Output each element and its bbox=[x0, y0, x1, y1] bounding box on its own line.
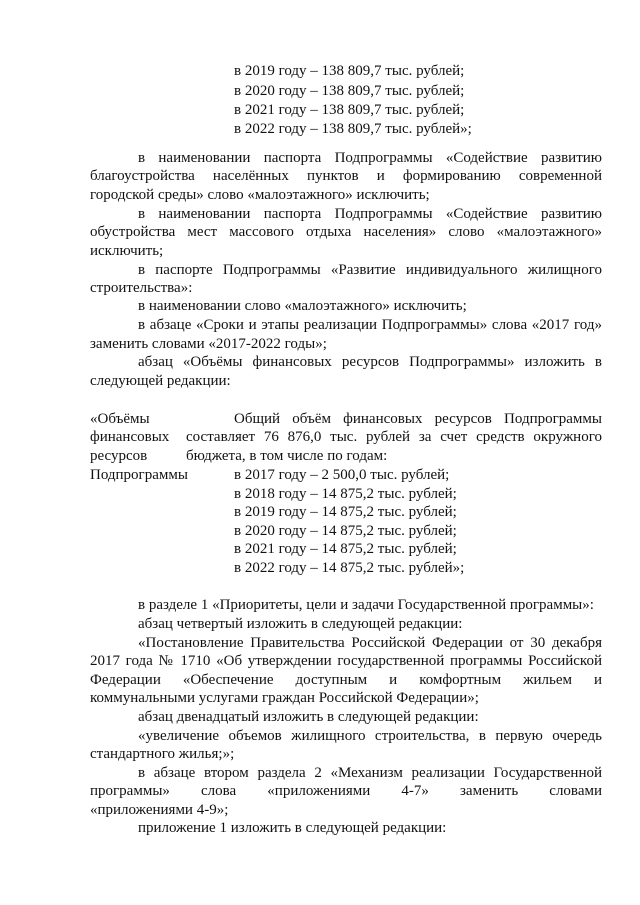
paragraph-line: абзац двенадцатый изложить в следующей редакции: bbox=[138, 709, 479, 725]
passport-label-line: финансовых bbox=[90, 429, 170, 445]
paragraph-line: программы» слова «приложениями 4-7» заменить словами bbox=[90, 783, 602, 799]
paragraph-line: исключить; bbox=[90, 243, 164, 259]
passport-year-line: в 2021 году – 14 875,2 тыс. рублей; bbox=[234, 541, 457, 557]
paragraph-line: «Постановление Правительства Российской Федерации от 30 декабря bbox=[138, 635, 602, 651]
passport-text-line: бюджета, в том числе по годам: bbox=[186, 448, 388, 464]
paragraph-line: «увеличение объемов жилищного строительства, в первую очередь bbox=[138, 728, 602, 744]
paragraph-line: благоустройства населённых пунктов и формированию современной bbox=[90, 168, 602, 184]
passport-year-line: в 2019 году – 14 875,2 тыс. рублей; bbox=[234, 504, 457, 520]
paragraph-line: в разделе 1 «Приоритеты, цели и задачи Государственной программы»: bbox=[138, 597, 594, 613]
paragraph-line: приложение 1 изложить в следующей редакции: bbox=[138, 820, 447, 836]
passport-year-line: в 2022 году – 14 875,2 тыс. рублей»; bbox=[234, 560, 465, 576]
paragraph-line: обустройства мест массового отдыха населения» слово «малоэтажного» bbox=[90, 224, 602, 240]
passport-label-line: «Объёмы bbox=[90, 411, 150, 427]
paragraph-line: строительства»: bbox=[90, 280, 193, 296]
paragraph-line: городской среды» слово «малоэтажного» исключить; bbox=[90, 187, 430, 203]
paragraph-line: заменить словами «2017-2022 годы»; bbox=[90, 336, 327, 352]
paragraph-line: коммунальными услугами граждан Российской Федерации»; bbox=[90, 690, 479, 706]
year-line: в 2019 году – 138 809,7 тыс. рублей; bbox=[234, 63, 465, 79]
paragraph-line: в наименовании паспорта Подпрограммы «Содействие развитию bbox=[138, 150, 602, 166]
passport-text-line: составляет 76 876,0 тыс. рублей за счет средств окружного bbox=[186, 429, 602, 445]
passport-year-line: в 2018 году – 14 875,2 тыс. рублей; bbox=[234, 486, 457, 502]
year-line: в 2022 году – 138 809,7 тыс. рублей»; bbox=[234, 121, 472, 137]
paragraph-line: в абзаце «Сроки и этапы реализации Подпрограммы» слова «2017 год» bbox=[138, 317, 602, 333]
paragraph-line: в наименовании слово «малоэтажного» исключить; bbox=[138, 298, 467, 314]
paragraph-line: абзац «Объёмы финансовых ресурсов Подпрограммы» изложить в bbox=[138, 354, 602, 370]
passport-year-line: в 2020 году – 14 875,2 тыс. рублей; bbox=[234, 523, 457, 539]
paragraph-line: стандартного жилья;»; bbox=[90, 746, 235, 762]
paragraph-line: «приложениями 4-9»; bbox=[90, 802, 229, 818]
passport-text-line: Общий объём финансовых ресурсов Подпрограммы bbox=[234, 411, 602, 427]
paragraph-line: в паспорте Подпрограммы «Развитие индивидуального жилищного bbox=[138, 262, 602, 278]
paragraph-line: в абзаце втором раздела 2 «Механизм реализации Государственной bbox=[138, 765, 602, 781]
year-line: в 2020 году – 138 809,7 тыс. рублей; bbox=[234, 83, 465, 99]
passport-year-line: в 2017 году – 2 500,0 тыс. рублей; bbox=[234, 467, 450, 483]
paragraph-line: следующей редакции: bbox=[90, 373, 231, 389]
paragraph-line: 2017 года № 1710 «Об утверждении государственной программы Российской bbox=[90, 653, 602, 669]
paragraph-line: абзац четвертый изложить в следующей редакции: bbox=[138, 616, 463, 632]
passport-label-line: Подпрограммы bbox=[90, 467, 188, 483]
paragraph-line: Федерации «Обеспечение доступным и комфортным жильем и bbox=[90, 672, 602, 688]
year-line: в 2021 году – 138 809,7 тыс. рублей; bbox=[234, 102, 465, 118]
paragraph-line: в наименовании паспорта Подпрограммы «Содействие развитию bbox=[138, 206, 602, 222]
passport-label-line: ресурсов bbox=[90, 448, 148, 464]
